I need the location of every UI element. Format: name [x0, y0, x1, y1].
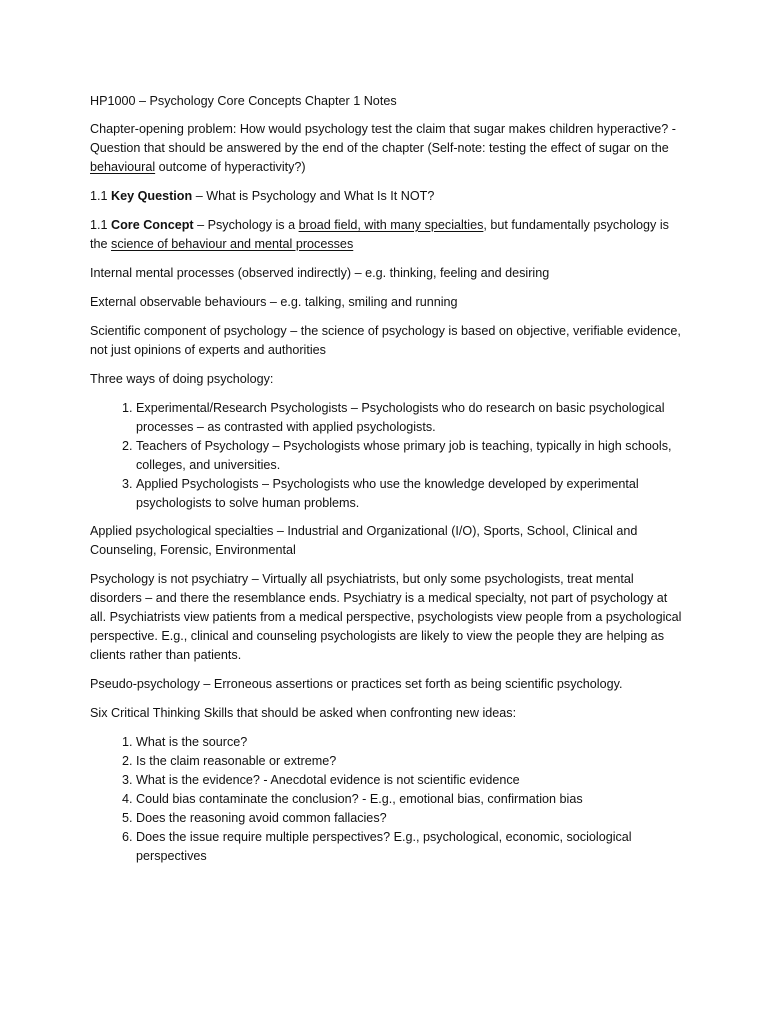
internal-processes: Internal mental processes (observed indirectly) – e.g. thinking, feeling and desiring — [90, 266, 550, 280]
opening-problem — [90, 120, 684, 177]
pseudo-psychology: Pseudo-psychology – Erroneous assertions or practices set forth as being scientific psychology. — [90, 677, 623, 691]
opening-text: Chapter-opening problem: How would psychology test the claim that sugar makes children hyperactive? - Question that should be answered by the end of the chapter (Self-note: testing the effect of sugar on the — [90, 122, 676, 155]
list-item: 1. What is the source? — [136, 733, 684, 752]
scientific-component: Scientific component of psychology – the science of psychology is based on objective, verifiable evidence, not just opinions of experts and authorities — [90, 324, 681, 357]
document-title: HP1000 – Psychology Core Concepts Chapter 1 Notes — [90, 94, 397, 108]
ways-heading: Three ways of doing psychology: — [90, 372, 274, 386]
skills-heading: Six Critical Thinking Skills that should be asked when confronting new ideas: — [90, 706, 517, 720]
key-question-number: 1.1 — [90, 189, 112, 203]
key-question-label: Key Question — [111, 189, 193, 203]
list-item: 2. Teachers of Psychology – Psychologists whose primary job is teaching, typically in high schools, colleges, and universities. — [136, 437, 684, 475]
opening-text-end: outcome of hyperactivity?) — [155, 160, 306, 174]
list-item: 6. Does the issue require multiple perspectives? E.g., psychological, economic, sociological perspectives — [136, 828, 684, 866]
applied-specialties: Applied psychological specialties – Industrial and Organizational (I/O), Sports, School, Clinical and Counseling, Forensic, Environmental — [90, 524, 638, 557]
list-item: 1. Experimental/Research Psychologists – Psychologists who do research on basic psychological processes – as contrasted with applied psychologists. — [136, 399, 684, 437]
list-item: 2. Is the claim reasonable or extreme? — [136, 752, 684, 771]
core-concept-underline-field: broad field, with many specialties — [298, 218, 484, 232]
core-concept-text-mid: , but fundamentally psychology is the — [90, 218, 669, 251]
core-concept — [90, 216, 684, 254]
list-item: 4. Could bias contaminate the conclusion? - E.g., emotional bias, confirmation bias — [136, 790, 684, 809]
list-item: 3. What is the evidence? - Anecdotal evidence is not scientific evidence — [136, 771, 684, 790]
key-question-text: – What is Psychology and What Is It NOT? — [192, 189, 435, 203]
external-behaviours: External observable behaviours – e.g. talking, smiling and running — [90, 295, 458, 309]
core-concept-number: 1.1 — [90, 218, 112, 232]
opening-underlined-term: behavioural — [90, 160, 156, 174]
core-concept-underline-science: science of behaviour and mental processes — [111, 237, 354, 251]
list-item: 5. Does the reasoning avoid common fallacies? — [136, 809, 684, 828]
list-item: 3. Applied Psychologists – Psychologists who use the knowledge developed by experimental psychologists to solve human problems. — [136, 475, 684, 513]
skills-list — [90, 733, 684, 866]
key-question — [90, 187, 684, 206]
ways-list — [90, 399, 684, 513]
psychiatry-paragraph: Psychology is not psychiatry – Virtually all psychiatrists, but only some psychologists, treat mental disorders – and there the resemblance ends. Psychiatry is a medical specialty, not part of psychology at all. Psychiatrists view patients from a medical perspective, psychologists view people from a psychological perspective. E.g., clinical and counseling psychologists are likely to view the people they are helping as clients rather than patients. — [90, 572, 682, 662]
core-concept-label: Core Concept — [111, 218, 194, 232]
core-concept-text: – Psychology is a — [193, 218, 299, 232]
